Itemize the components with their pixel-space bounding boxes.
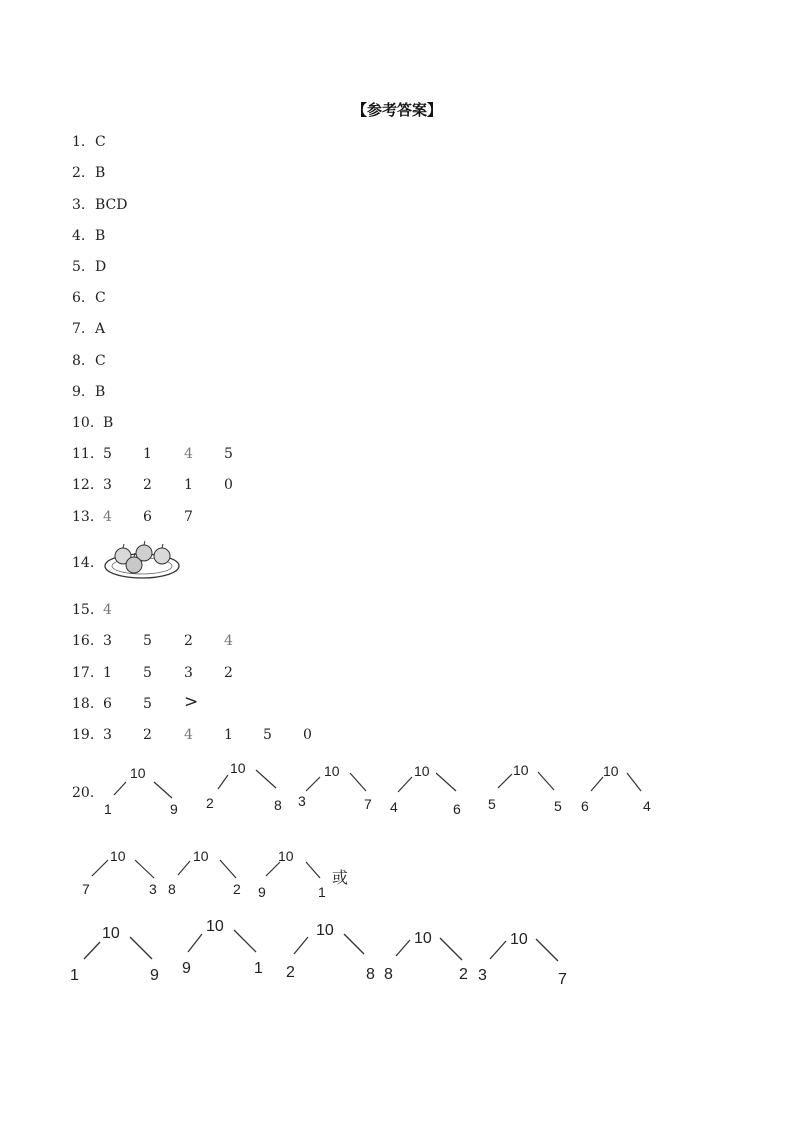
answer-16: 16. 3 5 2 4 bbox=[72, 633, 233, 649]
answer-18: 18. 6 5 > bbox=[72, 692, 199, 712]
answer-5: 5. D bbox=[72, 259, 107, 275]
answer-8: 8. C bbox=[72, 353, 106, 369]
answer-3: 3. BCD bbox=[72, 197, 128, 213]
number-bond: 10 5 5 bbox=[488, 762, 562, 814]
answer-7: 7. A bbox=[72, 321, 106, 337]
number-bond: 10 8 2 bbox=[168, 848, 241, 897]
answer-17: 17. 1 5 3 2 bbox=[72, 665, 233, 681]
answer-13: 13. 4 6 7 bbox=[72, 509, 193, 525]
answer-11: 11. 5 1 4 5 bbox=[72, 446, 233, 462]
answer-9: 9. B bbox=[72, 384, 106, 400]
number-bond: 10 1 9 bbox=[70, 925, 159, 984]
page-title: 【参考答案】 bbox=[351, 101, 442, 119]
answer-14: 14. bbox=[72, 555, 95, 571]
answer-20: 20. bbox=[72, 785, 95, 801]
number-bond: 10 1 9 bbox=[104, 765, 178, 817]
number-bond: 10 8 2 bbox=[384, 930, 468, 983]
answer-6: 6. C bbox=[72, 290, 106, 306]
answer-15: 15. 4 bbox=[72, 602, 112, 618]
number-bond: 10 4 6 bbox=[390, 763, 461, 817]
number-bond: 10 9 1 bbox=[258, 848, 326, 900]
number-bond: 10 9 1 bbox=[182, 918, 263, 977]
answer-19: 19. 3 2 4 1 5 0 bbox=[72, 727, 312, 743]
answer-1: 1. C bbox=[72, 134, 106, 150]
answer-10: 10. B bbox=[72, 415, 114, 431]
answer-12: 12. 3 2 1 0 bbox=[72, 477, 233, 493]
number-bond: 10 3 7 bbox=[478, 931, 567, 988]
number-bond: 10 2 8 bbox=[206, 760, 282, 813]
number-bond: 10 7 3 bbox=[82, 848, 157, 897]
number-bond: 10 6 4 bbox=[581, 763, 651, 814]
or-text: 或 bbox=[332, 868, 349, 887]
answer-2: 2. B bbox=[72, 165, 106, 181]
answer-4: 4. B bbox=[72, 228, 106, 244]
number-bond: 10 2 8 bbox=[286, 922, 375, 983]
plate-of-apples-icon bbox=[103, 540, 181, 580]
number-bond: 10 3 7 bbox=[298, 763, 372, 812]
